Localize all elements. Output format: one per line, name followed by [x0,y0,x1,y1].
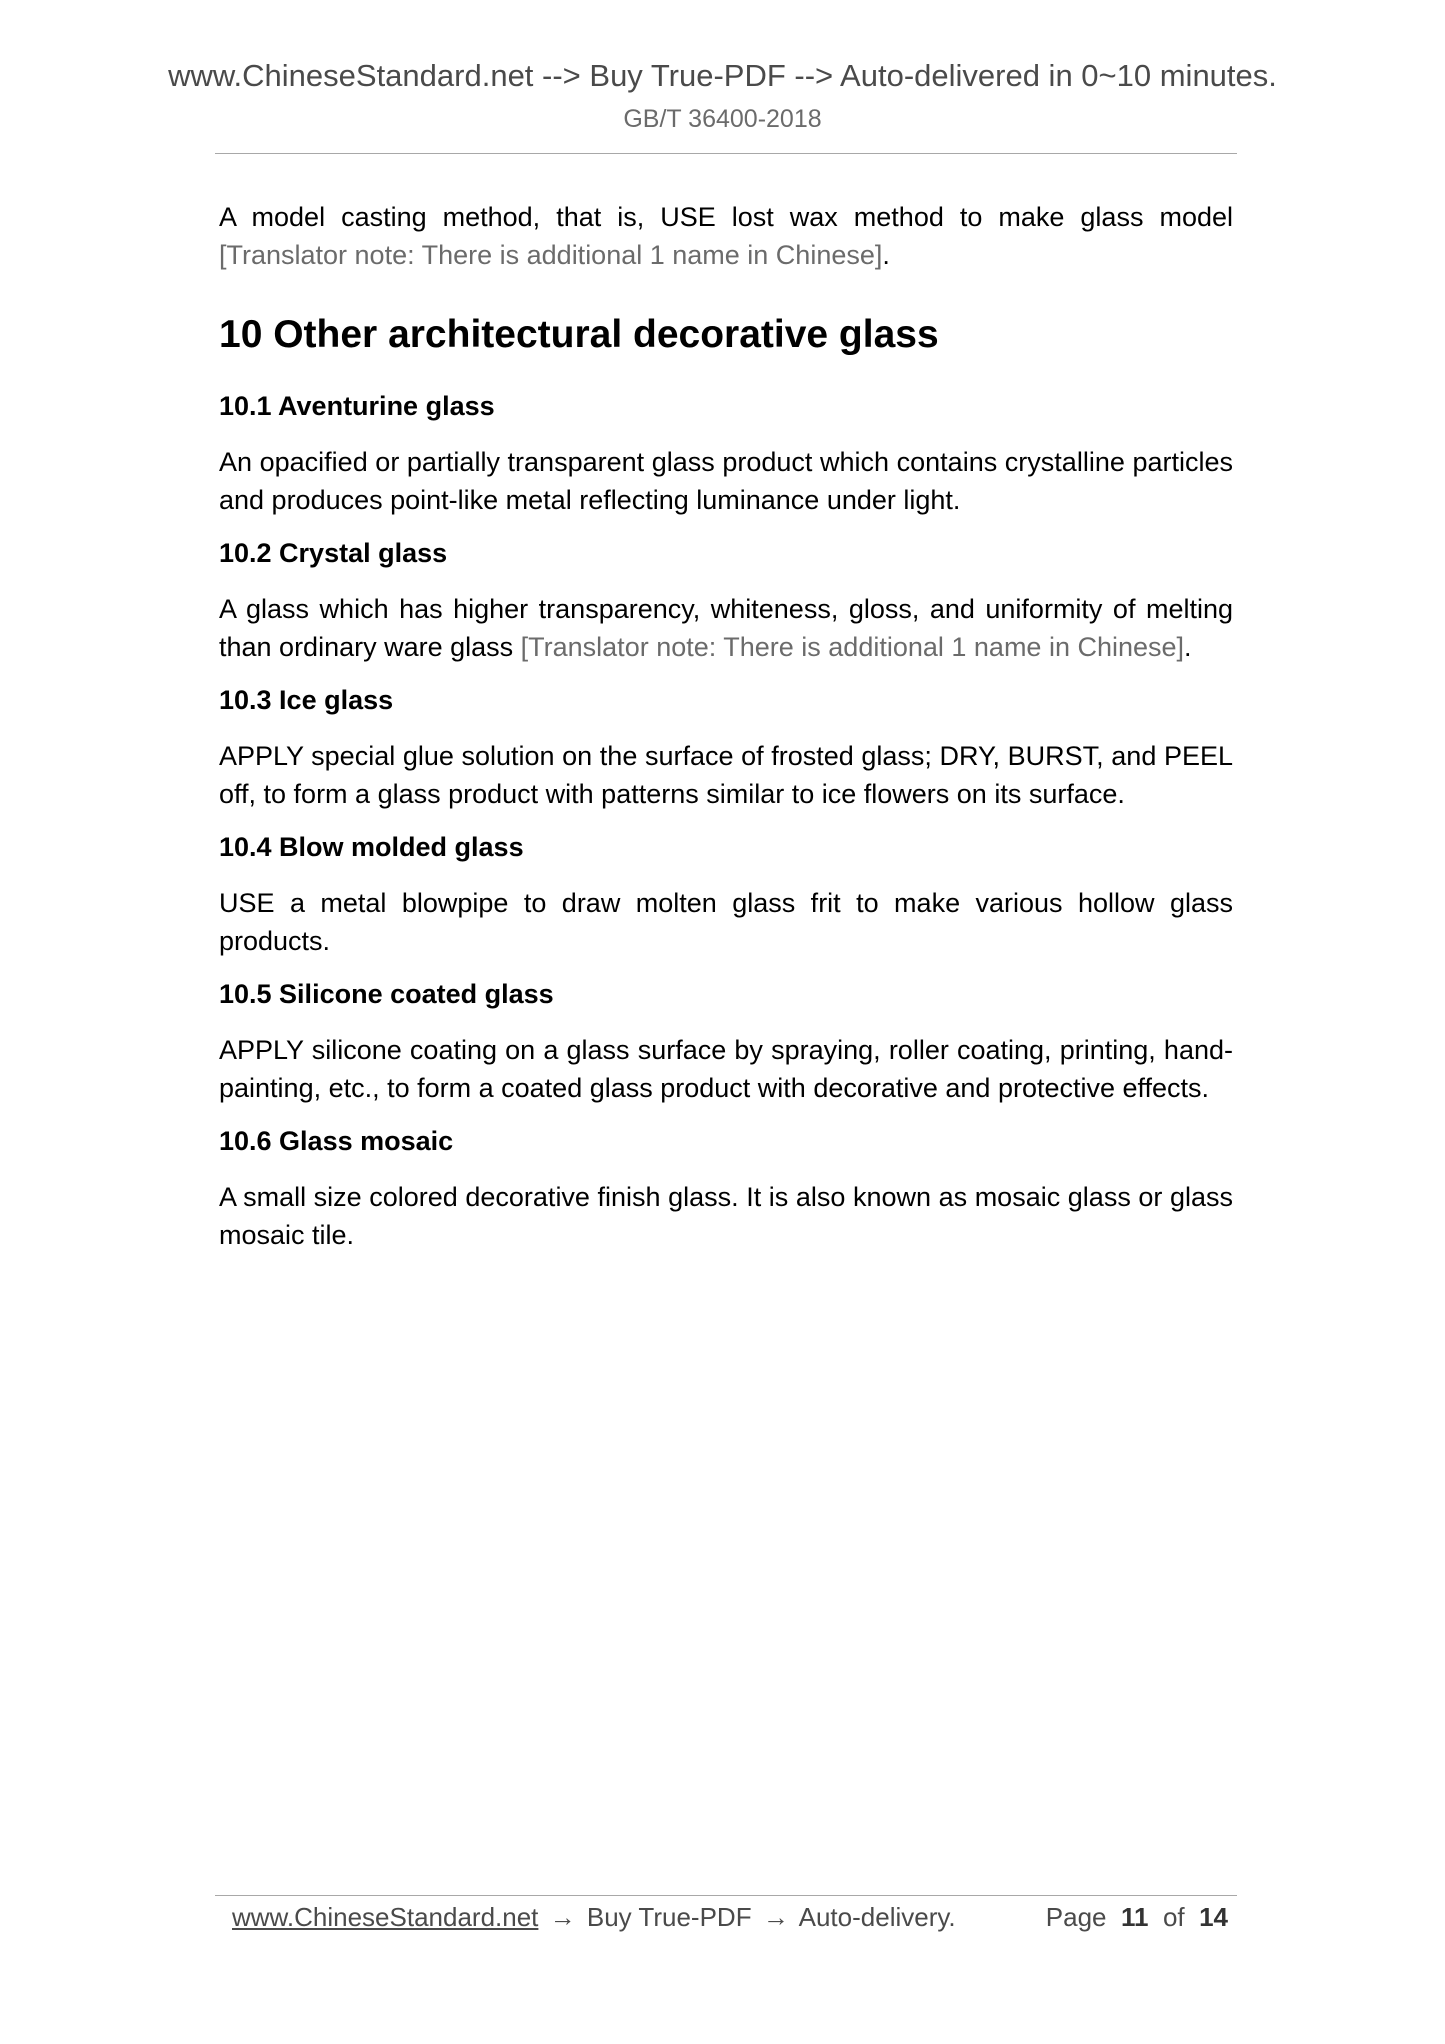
section-10-6-text: A small size colored decorative finish glass. It is also known as mosaic glass or glass mosaic tile. [219,1182,1233,1250]
section-10-5-text: APPLY silicone coating on a glass surface by spraying, roller coating, printing, hand-painting, etc., to form a coated glass product with decorative and protective effects. [219,1035,1233,1103]
section-10-1-heading: 10.1 Aventurine glass [219,391,495,421]
section-title: 10 Other architectural decorative glass [219,313,939,356]
section-10-3-heading: 10.3 Ice glass [219,685,394,715]
page-content [219,198,1233,1254]
right-arrow-icon: → [762,1902,789,1932]
section-10-6-heading: 10.6 Glass mosaic [219,1126,454,1156]
page-footer [232,1897,1228,1937]
total-pages: 14 [1199,1902,1228,1932]
footer-links [232,1897,956,1937]
section-10-2-end: . [1184,632,1192,662]
top-banner: www.ChineseStandard.net --> Buy True-PDF --> Auto-delivered in 0~10 minutes. [168,58,1277,93]
section-10-4-text: USE a metal blowpipe to draw molten glass frit to make various hollow glass products. [219,888,1233,956]
section-10-3-text: APPLY special glue solution on the surface of frosted glass; DRY, BURST, and PEEL off, to form a glass product with patterns similar to ice flowers on its surface. [219,741,1233,809]
section-10-2-body: A glass which has higher transparency, whiteness, gloss, and uniformity of melting than ordinary ware glass [219,594,1233,662]
section-10-2-heading: 10.2 Crystal glass [219,538,448,568]
translator-note: [Translator note: There is additional 1 name in Chinese] [219,240,883,270]
footer-divider [215,1895,1237,1896]
intro-paragraph [219,198,1233,274]
section-10-4-heading: 10.4 Blow molded glass [219,832,524,862]
right-arrow-icon: → [549,1902,576,1932]
footer-site-link[interactable]: www.ChineseStandard.net [232,1902,539,1932]
current-page: 11 [1120,1902,1149,1932]
intro-text: A model casting method, that is, USE lost wax method to make glass model [219,202,1233,232]
footer-buy-text: Buy True-PDF [586,1902,752,1932]
page-number [1046,1897,1228,1937]
section-10-2-text [219,590,1233,666]
header-divider [215,153,1237,154]
intro-end: . [882,240,890,270]
section-10-1-text: An opacified or partially transparent glass product which contains crystalline particles and produces point-like metal reflecting luminance under light. [219,447,1233,515]
section-10-5-heading: 10.5 Silicone coated glass [219,979,554,1009]
footer-delivery-text: Auto-delivery. [798,1902,956,1932]
page-label: Page [1045,1902,1107,1932]
document-code: GB/T 36400-2018 [623,105,822,133]
of-label: of [1162,1902,1185,1932]
translator-note: [Translator note: There is additional 1 name in Chinese] [520,632,1185,662]
